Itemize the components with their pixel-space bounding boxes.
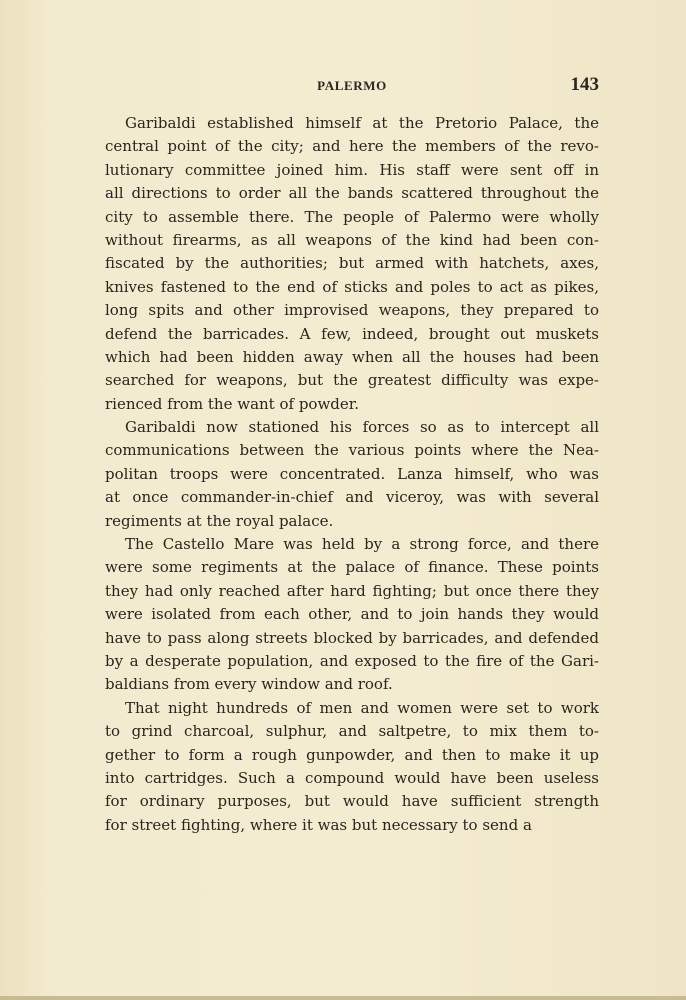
text-line: all directions to order all the bands scattered throughout the xyxy=(105,184,599,203)
text-line: were some regiments at the palace of finance. These points xyxy=(105,558,599,577)
text-line: for ordinary purposes, but would have sufficient strength xyxy=(105,792,599,811)
text-line: central point of the city; and here the members of the revo- xyxy=(105,137,599,156)
paragraph-1 xyxy=(105,112,599,416)
text-line: for street fighting, where it was but necessary to send a xyxy=(105,815,532,834)
text-line: regiments at the royal palace. xyxy=(105,511,334,530)
text-line: were isolated from each other, and to join hands they would xyxy=(105,605,599,624)
paragraph-2 xyxy=(105,416,599,533)
text-line: to grind charcoal, sulphur, and saltpetre, to mix them to- xyxy=(105,722,599,741)
page-number: 143 xyxy=(570,74,599,95)
text-line: rienced from the want of powder. xyxy=(105,394,360,413)
text-line: into cartridges. Such a compound would have been useless xyxy=(105,768,599,787)
text-line: lutionary committee joined him. His staff were sent off in xyxy=(105,160,599,179)
text-line: they had only reached after hard fighting; but once there they xyxy=(105,581,599,600)
text-line: at once commander-in-chief and viceroy, was with several xyxy=(105,488,599,507)
paragraph-4 xyxy=(105,697,599,837)
text-line: The Castello Mare was held by a strong force, and there xyxy=(125,535,599,554)
text-line: by a desperate population, and exposed to the fire of the Gari- xyxy=(105,651,599,670)
text-line: communications between the various points where the Nea- xyxy=(105,441,599,460)
text-line: knives fastened to the end of sticks and poles to act as pikes, xyxy=(105,277,599,296)
page-header xyxy=(105,74,599,102)
text-line: That night hundreds of men and women were set to work xyxy=(125,698,599,717)
text-line: which had been hidden away when all the houses had been xyxy=(105,347,599,366)
body-text xyxy=(105,112,599,837)
text-line: searched for weapons, but the greatest difficulty was expe- xyxy=(105,371,599,390)
paragraph-3 xyxy=(105,533,599,697)
text-line: baldians from every window and roof. xyxy=(105,675,393,694)
text-line: have to pass along streets blocked by barricades, and defended xyxy=(105,628,599,647)
page-edge xyxy=(0,996,686,1000)
text-line: politan troops were concentrated. Lanza himself, who was xyxy=(105,464,599,483)
text-line: fiscated by the authorities; but armed with hatchets, axes, xyxy=(105,254,599,273)
text-line: gether to form a rough gunpowder, and then to make it up xyxy=(105,745,599,764)
text-line: defend the barricades. A few, indeed, brought out muskets xyxy=(105,324,599,343)
text-line: without firearms, as all weapons of the kind had been con- xyxy=(105,230,599,249)
running-head: PALERMO xyxy=(317,78,387,93)
text-line: long spits and other improvised weapons, they prepared to xyxy=(105,301,599,320)
text-line: Garibaldi established himself at the Pretorio Palace, the xyxy=(125,114,599,132)
text-line: city to assemble there. The people of Palermo were wholly xyxy=(105,207,599,226)
text-line: Garibaldi now stationed his forces so as to intercept all xyxy=(125,418,599,437)
